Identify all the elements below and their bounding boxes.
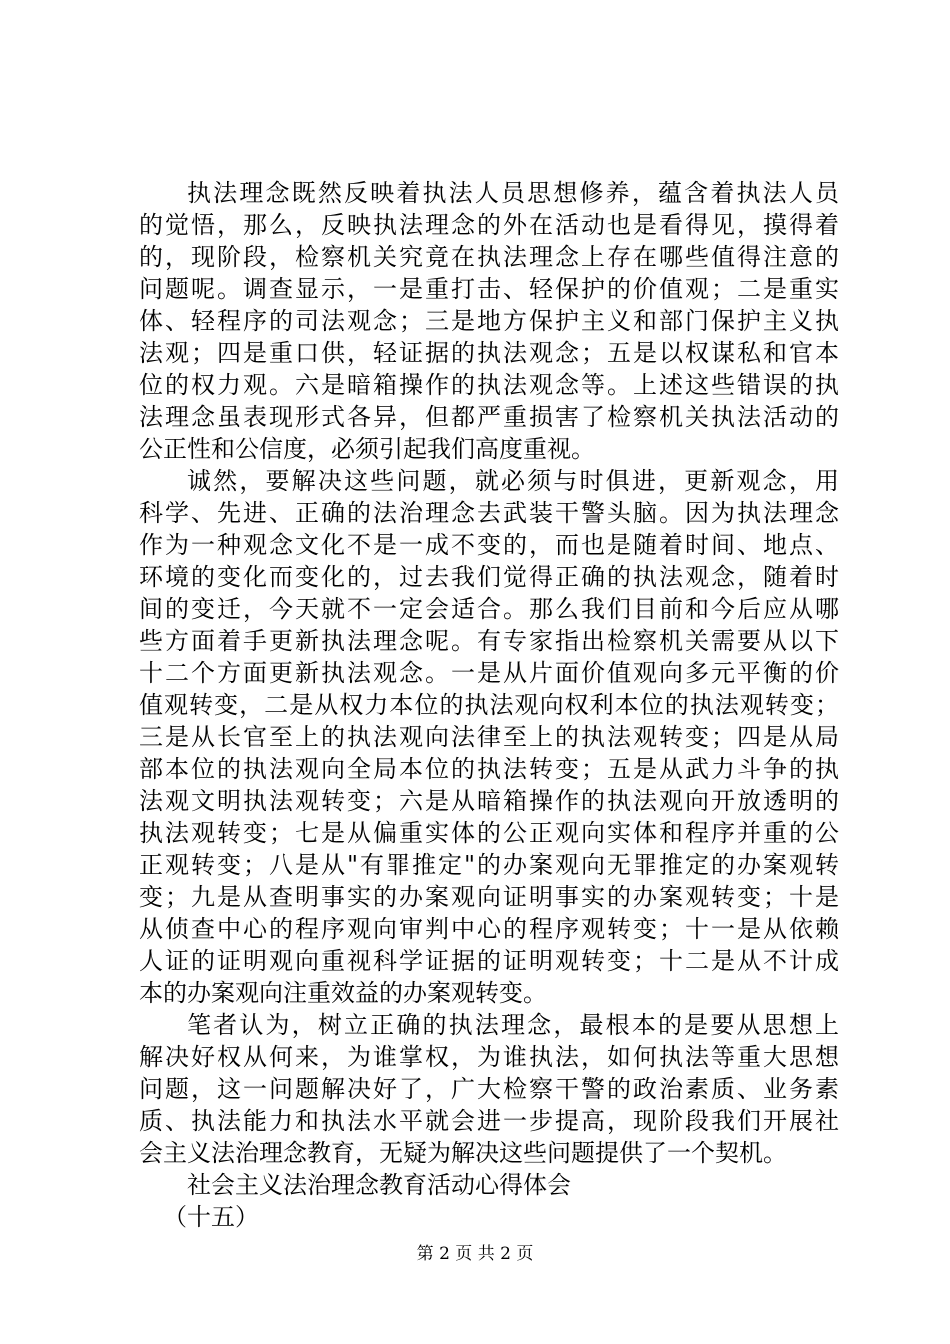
paragraph-line: 位的权力观。六是暗箱操作的执法观念等。上述这些错误的执 xyxy=(139,371,839,399)
paragraph-line: 部本位的执法观向全局本位的执法转变；五是从武力斗争的执 xyxy=(139,755,839,783)
paragraph-line: 质、执法能力和执法水平就会进一步提高，现阶段我们开展社 xyxy=(139,1107,839,1135)
paragraph-line: 值观转变，二是从权力本位的执法观向权利本位的执法观转变； xyxy=(139,691,839,719)
paragraph-line: 执法理念既然反映着执法人员思想修养，蕴含着执法人员 xyxy=(187,179,839,207)
paragraph-line: 些方面着手更新执法理念呢。有专家指出检察机关需要从以下 xyxy=(139,627,839,655)
paragraph-2 xyxy=(139,465,839,1009)
document-heading: 社会主义法治理念教育活动心得体会 xyxy=(187,1171,571,1199)
paragraph-line: 从侦查中心的程序观向审判中心的程序观转变；十一是从依赖 xyxy=(139,915,839,943)
document-subheading: （十五） xyxy=(163,1203,259,1231)
paragraph-line: 执法观转变；七是从偏重实体的公正观向实体和程序并重的公 xyxy=(139,819,839,847)
paragraph-line: 间的变迁，今天就不一定会适合。那么我们目前和今后应从哪 xyxy=(139,595,839,623)
paragraph-line: 人证的证明观向重视科学证据的证明观转变；十二是从不计成 xyxy=(139,947,839,975)
paragraph-line: 科学、先进、正确的法治理念去武装干警头脑。因为执法理念 xyxy=(139,499,839,527)
paragraph-line: 变；九是从查明事实的办案观向证明事实的办案观转变；十是 xyxy=(139,883,839,911)
document-body xyxy=(139,177,839,1233)
paragraph-line: 法观文明执法观转变；六是从暗箱操作的执法观向开放透明的 xyxy=(139,787,839,815)
paragraph-line: 法理念虽表现形式各异，但都严重损害了检察机关执法活动的 xyxy=(139,403,839,431)
paragraph-line: 公正性和公信度，必须引起我们高度重视。 xyxy=(139,435,595,463)
paragraph-line: 诚然，要解决这些问题，就必须与时俱进，更新观念，用 xyxy=(187,467,839,495)
paragraph-line: 本的办案观向注重效益的办案观转变。 xyxy=(139,979,547,1007)
paragraph-line: 问题，这一问题解决好了，广大检察干警的政治素质、业务素 xyxy=(139,1075,839,1103)
paragraph-line: 会主义法治理念教育，无疑为解决这些问题提供了一个契机。 xyxy=(139,1139,787,1167)
paragraph-line: 问题呢。调查显示，一是重打击、轻保护的价值观；二是重实 xyxy=(139,275,839,303)
paragraph-line: 法观；四是重口供，轻证据的执法观念；五是以权谋私和官本 xyxy=(139,339,839,367)
paragraph-1 xyxy=(139,177,839,465)
paragraph-line: 三是从长官至上的执法观向法律至上的执法观转变；四是从局 xyxy=(139,723,839,751)
paragraph-line: 十二个方面更新执法观念。一是从片面价值观向多元平衡的价 xyxy=(139,659,839,687)
page-number-footer: 第 2 页 共 2 页 xyxy=(416,1244,534,1264)
paragraph-line: 正观转变；八是从"有罪推定"的办案观向无罪推定的办案观转 xyxy=(139,851,839,879)
paragraph-line: 笔者认为，树立正确的执法理念，最根本的是要从思想上 xyxy=(187,1011,839,1039)
paragraph-line: 作为一种观念文化不是一成不变的，而也是随着时间、地点、 xyxy=(139,531,839,559)
paragraph-3 xyxy=(139,1009,839,1169)
paragraph-line: 的觉悟，那么，反映执法理念的外在活动也是看得见，摸得着 xyxy=(139,211,839,239)
paragraph-line: 的，现阶段，检察机关究竟在执法理念上存在哪些值得注意的 xyxy=(139,243,839,271)
paragraph-line: 体、轻程序的司法观念；三是地方保护主义和部门保护主义执 xyxy=(139,307,839,335)
paragraph-line: 环境的变化而变化的，过去我们觉得正确的执法观念，随着时 xyxy=(139,563,839,591)
paragraph-line: 解决好权从何来，为谁掌权，为谁执法，如何执法等重大思想 xyxy=(139,1043,839,1071)
